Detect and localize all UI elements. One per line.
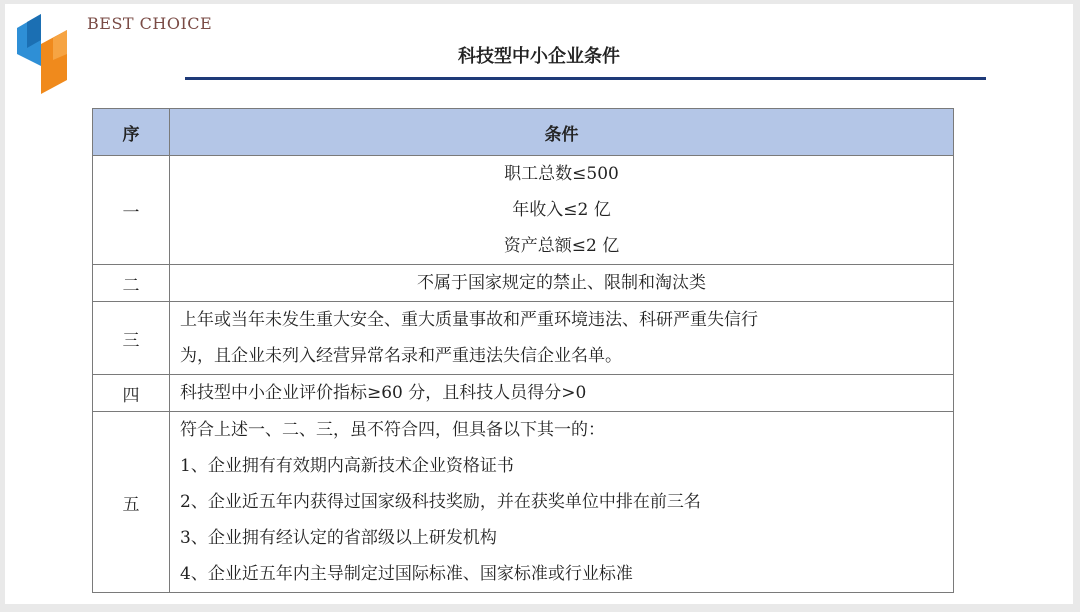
row-seq: 一	[93, 156, 170, 265]
header-condition: 条件	[170, 109, 954, 156]
brand-name: BEST CHOICE	[87, 14, 213, 33]
condition-line: 为，且企业未列入经营异常名录和严重违法失信企业名单。	[180, 346, 622, 366]
row-condition	[170, 375, 954, 412]
table-row	[93, 302, 954, 375]
row-seq: 五	[93, 412, 170, 593]
condition-line: 2、企业近五年内获得过国家级科技奖励，并在获奖单位中排在前三名	[180, 492, 701, 512]
row-seq: 二	[93, 265, 170, 302]
condition-line: 年收入≤2 亿	[512, 200, 611, 220]
condition-line: 职工总数≤500	[504, 164, 619, 184]
condition-line: 资产总额≤2 亿	[503, 236, 620, 256]
table-row	[93, 156, 954, 265]
condition-line: 上年或当年未发生重大安全、重大质量事故和严重环境违法、科研严重失信行	[180, 310, 758, 330]
condition-line: 符合上述一、二、三，虽不符合四，但具备以下其一的：	[180, 420, 605, 440]
condition-line: 不属于国家规定的禁止、限制和淘汰类	[417, 273, 706, 293]
row-condition	[170, 265, 954, 302]
table-row	[93, 375, 954, 412]
condition-line: 1、企业拥有有效期内高新技术企业资格证书	[180, 456, 514, 476]
row-seq: 三	[93, 302, 170, 375]
table-row	[93, 265, 954, 302]
slide	[5, 4, 1073, 604]
condition-line: 科技型中小企业评价指标≥60 分，且科技人员得分>0	[180, 383, 587, 403]
title-underline	[185, 77, 986, 80]
page-title: 科技型中小企业条件	[458, 46, 620, 67]
table-header-row	[93, 109, 954, 156]
row-condition	[170, 302, 954, 375]
row-condition	[170, 412, 954, 593]
conditions-table	[92, 108, 954, 593]
header-seq: 序	[93, 109, 170, 156]
row-condition	[170, 156, 954, 265]
row-seq: 四	[93, 375, 170, 412]
table-row	[93, 412, 954, 593]
condition-line: 4、企业近五年内主导制定过国际标准、国家标准或行业标准	[180, 564, 633, 584]
condition-line: 3、企业拥有经认定的省部级以上研发机构	[180, 528, 497, 548]
